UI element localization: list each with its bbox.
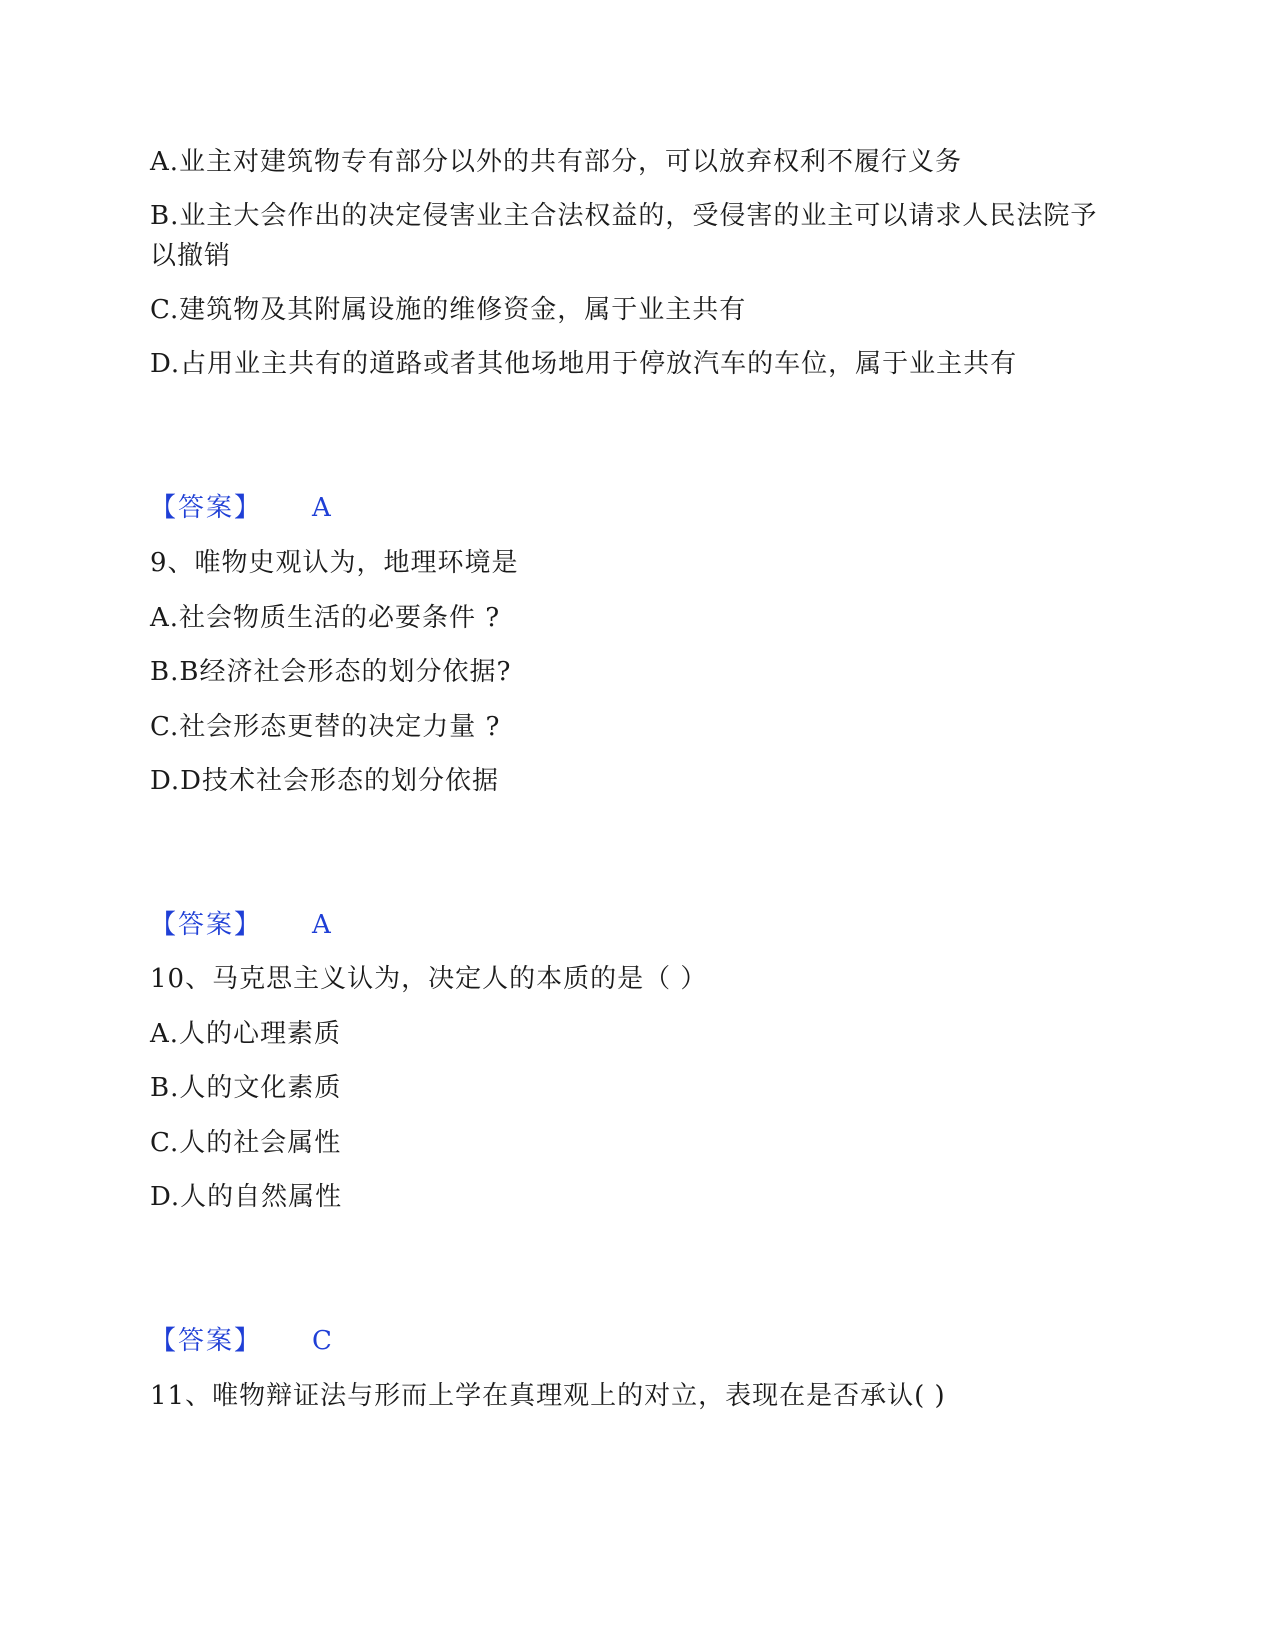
- q8-option-a: A.业主对建筑物专有部分以外的共有部分，可以放弃权利不履行义务: [150, 147, 963, 177]
- q8-option-c: C.建筑物及其附属设施的维修资金，属于业主共有: [150, 295, 747, 325]
- q9-option-d: D.D技术社会形态的划分依据: [150, 766, 500, 796]
- answer-label: 【答案】: [150, 493, 263, 523]
- q11-question: 11、唯物辩证法与形而上学在真理观上的对立，表现在是否承认( ): [150, 1381, 946, 1411]
- q10-answer: [150, 1321, 332, 1361]
- q10-option-d: D.人的自然属性: [150, 1182, 343, 1212]
- q10-question: 10、马克思主义认为，决定人的本质的是（ ）: [150, 964, 708, 994]
- q10-option-b: B.人的文化素质: [150, 1073, 342, 1103]
- q9-answer: [150, 905, 331, 945]
- answer-label: 【答案】: [150, 1326, 263, 1356]
- q9-option-c: C.社会形态更替的决定力量 ?: [150, 712, 501, 742]
- answer-value: C: [312, 1326, 332, 1356]
- answer-value: A: [312, 910, 331, 940]
- q9-option-a: A.社会物质生活的必要条件 ?: [150, 603, 501, 633]
- q9-question: 9、唯物史观认为，地理环境是: [150, 548, 519, 578]
- q10-option-a: A.人的心理素质: [150, 1019, 342, 1049]
- answer-label: 【答案】: [150, 910, 263, 940]
- q8-option-d: D.占用业主共有的道路或者其他场地用于停放汽车的车位，属于业主共有: [150, 349, 1018, 379]
- q10-option-c: C.人的社会属性: [150, 1128, 342, 1158]
- q8-option-b: B.业主大会作出的决定侵害业主合法权益的，受侵害的业主可以请求人民法院予以撤销: [150, 201, 1098, 271]
- answer-value: A: [312, 493, 331, 523]
- q8-answer: [150, 488, 331, 528]
- q9-option-b: B.B经济社会形态的划分依据?: [150, 657, 512, 687]
